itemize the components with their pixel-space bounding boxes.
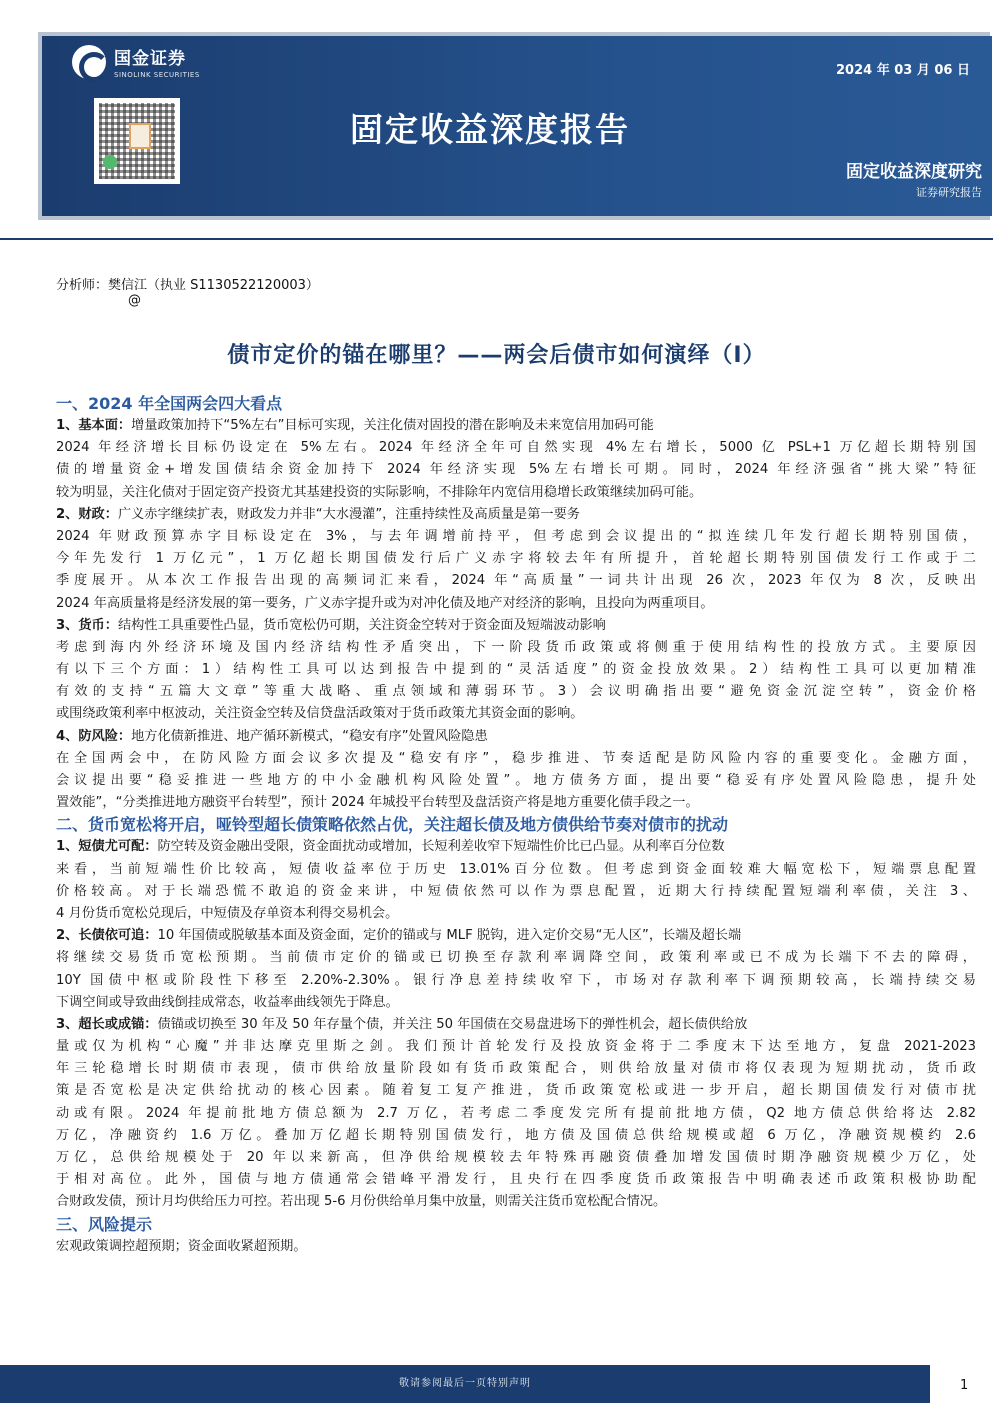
line-text: 2024 年高质量将是经济发展的第一要务，广义赤字提升或为对冲化债及地产对经济的影响，且投向为两重项目。 [56,595,714,611]
line-text: 4 月份货币宽松兑现后，中短债及存单资本利得交易机会。 [56,905,399,921]
paragraph-line [56,703,976,725]
line-text: 会议提出要“稳妥推进一些地方的中小金融机构风险处置”。地方债务方面，提出要“稳妥有序处置风险隐患，提升处 [56,773,976,788]
subsection-lead: 1、基本面： [56,418,132,433]
subsection-lead: 3、货币： [56,617,118,633]
line-text: 2024 年经济增长目标仍设定在 5%左右。2024 年经济全年可自然实现 4%左右增长，5000 亿 PSL+1 万亿超长期特别国 [56,440,976,456]
line-text: 今年先发行 1 万亿元”，1 万亿超长期国债发行后广义赤字将较去年有所提升，首轮超长期特别国债发行工作或于二 [56,551,976,567]
logo-text-en: SINOLINK SECURITIES [114,71,200,79]
paragraph-line [56,947,976,969]
subsection-lead: 4、防风险： [56,728,132,744]
paragraph-line [56,770,976,792]
line-text: 较为明显，关注化债对于固定资产投资尤其基建投资的实际影响，不排除年内宽信用稳增长政策继续加码可能。 [56,484,703,500]
paragraph-line [56,1058,976,1080]
paragraph-line [56,437,976,459]
paragraph-line [56,548,976,570]
subsection-line [56,415,976,437]
paragraph-line [56,681,976,703]
line-text: 或围绕政策利率中枢波动，关注资金空转及信贷盘活政策对于货币政策尤其资金面的影响。 [56,706,584,722]
section-heading: 二、货币宽松将开启，哑铃型超长债策略依然占优，关注超长债及地方债供给节奏对债市的扰动 [56,815,729,835]
paragraph-line [56,482,976,504]
line-text: 有以下三个方面：1）结构性工具可以达到报告中提到的“灵活适度”的资金投放效果。2）结构性工具可以更加精准 [56,662,976,678]
paragraph-line [56,526,976,548]
subsection-line [56,1014,976,1036]
line-text: 广义赤字继续扩表，财政发力并非“大水漫灌”，注重持续性及高质量是第一要务 [117,506,580,522]
paragraph-line [56,1080,976,1102]
line-text: 有效的支持“五篇大文章”等重大战略、重点领域和薄弱环节。3）会议明确指出要“避免资金沉淀空转”，资金价格 [56,684,976,700]
report-date: 2024 年 03 月 06 日 [836,63,970,78]
logo-text-cn: 国金证券 [114,49,186,69]
line-text: 地方化债新推进、地产循环新模式，“稳安有序”处置风险隐患 [131,728,488,744]
line-text: 置效能”，“分类推进地方融资平台转型”，预计 2024 年城投平台转型及盘活资产将是地方重要化债手段之一。 [56,795,699,811]
report-series: 固定收益深度研究 [846,162,982,182]
logo-mark-icon [72,45,106,79]
section-heading: 一、2024 年全国两会四大看点 [56,394,283,413]
paragraph-line [56,859,976,881]
report-doc-type: 证券研究报告 [916,186,982,199]
paragraph-line [56,1125,976,1147]
line-text: 季度展开。从本次工作报告出现的高频词汇来看，2024 年“高质量”一词共计出现 26 次，2023 年仅为 8 次，反映出 [56,573,976,589]
paragraph-line [56,1169,976,1191]
line-text: 合财政发债，预计月均供给压力可控。若出现 5-6 月份供给单月集中放量，则需关注货币宽松配合情况。 [56,1194,667,1210]
paragraph-line [56,637,976,659]
line-text: 防空转及资金融出受限，资金面扰动或增加，长短利差收窄下短端性价比已凸显。从利率百分位数 [157,839,725,855]
line-text: 策是否宽松是决定供给扰动的核心因素。随着复工复产推进，货币政策宽松或进一步开启，超长期国债发行对债市扰 [56,1083,976,1099]
paragraph-line [56,881,976,903]
line-text: 10 年国债或脱敏基本面及资金面，定价的锚或与 MLF 脱钩，进入定价交易“无人区”，长端及超长端 [157,928,742,944]
subsection-lead: 2、长债依可追： [56,928,158,944]
paragraph-line [56,659,976,681]
paragraph-line [56,570,976,592]
line-text: 宏观政策调控超预期；资金面收紧超预期。 [56,1238,307,1254]
subsection-lead: 3、超长或成锚： [56,1016,158,1032]
line-text: 下调空间或导致曲线倒挂成常态，收益率曲线领先于降息。 [56,994,399,1010]
analyst-info: 分析师：樊信江（执业 S1130522120003） [56,278,319,293]
line-text: 在全国两会中，在防风险方面会议多次提及“稳安有序”，稳步推进、节奏适配是防风险内容的重要变化。金融方面， [56,750,976,766]
report-body [56,393,976,1258]
paragraph-line [56,1191,976,1213]
subsection-line [56,836,976,858]
subsection-line [56,504,976,526]
subsection-lead: 1、短债尤可配： [56,839,158,855]
paragraph-line [56,1103,976,1125]
report-kind: 固定收益深度报告 [350,110,630,149]
footer-disclaimer: 敬请参阅最后一页特别声明 [0,1365,930,1403]
paragraph-line [56,903,976,925]
line-text: 价格较高。对于长端恐慌不敢追的资金来讲，中短债依然可以作为票息配置，近期大行持续配置短端利率债，关注 3、 [56,883,976,899]
paragraph-line [56,1036,976,1058]
paragraph-line [56,748,976,770]
line-text: 万亿，总供给规模处于 20 年以来新高，但净供给规模较去年特殊再融资债叠加增发国债时期净融资规模少万亿，处 [56,1150,976,1165]
line-text: 于相对高位。此外，国债与地方债通常会错峰平滑发行，且央行在四季度货币政策报告中明确表述币政策积极协助配 [56,1172,976,1188]
paragraph-line [56,792,976,814]
line-text: 万亿，净融资约 1.6 万亿。叠加万亿超长期特别国债发行，地方债及国债总供给规模或超 6 万亿，净融资规模约 2.6 [56,1127,976,1143]
line-text: 增量政策加持下“5%左右”目标可实现，关注化债对固投的潜在影响及未来宽信用加码可能 [131,418,654,433]
paragraph-line [56,1236,976,1258]
section-heading: 三、风险提示 [56,1214,153,1234]
analyst-email: @ [128,293,141,308]
subsection-line [56,615,976,637]
line-text: 考虑到海内外经济环境及国内经济结构性矛盾突出，下一阶段货币政策或将侧重于使用结构性的投放方式。主要原因 [56,639,976,655]
line-text: 来看，当前短端性价比较高，短债收益率位于历史 13.01%百分位数。但考虑到资金面较难大幅宽松下，短端票息配置 [56,861,976,877]
line-text: 将继续交易货币宽松预期。当前债市定价的锚或已切换至存款利率调降空间，政策利率或已不成为长端下不去的障碍， [56,950,976,966]
subsection-lead: 2、财政： [56,506,118,522]
report-title: 债市定价的锚在哪里？——两会后债市如何演绎（I） [227,343,766,368]
qr-code-icon [94,98,180,184]
paragraph-line [56,1147,976,1169]
paragraph-line [56,459,976,481]
subsection-line [56,726,976,748]
line-text: 10Y 国债中枢或阶段性下移至 2.20%-2.30%。银行净息差持续收窄下，市场对存款利率下调预期较高，长端持续交易 [56,972,976,988]
header-divider [0,238,993,240]
line-text: 动或有限。2024 年提前批地方债总额为 2.7 万亿，若考虑二季度发完所有提前批地方债，Q2 地方债总供给将达 2.82 [56,1105,976,1121]
subsection-line [56,925,976,947]
line-text: 2024 年财政预算赤字目标设定在 3%，与去年调增前持平，但考虑到会议提出的“拟连续几年发行超长期特别国债， [56,528,976,544]
line-text: 债锚或切换至 30 年及 50 年存量个债，并关注 50 年国债在交易盘进场下的弹性机会，超长债供给放 [157,1016,748,1032]
paragraph-line [56,970,976,992]
line-text: 债的增量资金+增发国债结余资金加持下 2024 年经济实现 5%左右增长可期。同时，2024 年经济强省“挑大梁”特征 [56,462,976,478]
line-text: 年三轮稳增长时期债市表现，债市供给放量阶段如有货币政策配合，则供给放量对债市将仅表现为短期扰动，货币政 [56,1061,976,1077]
paragraph-line [56,992,976,1014]
company-logo [72,44,200,79]
line-text: 量或仅为机构“心魔”并非达摩克里斯之剑。我们预计首轮发行及投放资金将于二季度末下达至地方，复盘 2021-2023 [56,1039,976,1055]
line-text: 结构性工具重要性凸显，货币宽松仍可期，关注资金空转对于资金面及短端波动影响 [117,617,606,633]
page-number: 1 [960,1378,969,1393]
paragraph-line [56,593,976,615]
